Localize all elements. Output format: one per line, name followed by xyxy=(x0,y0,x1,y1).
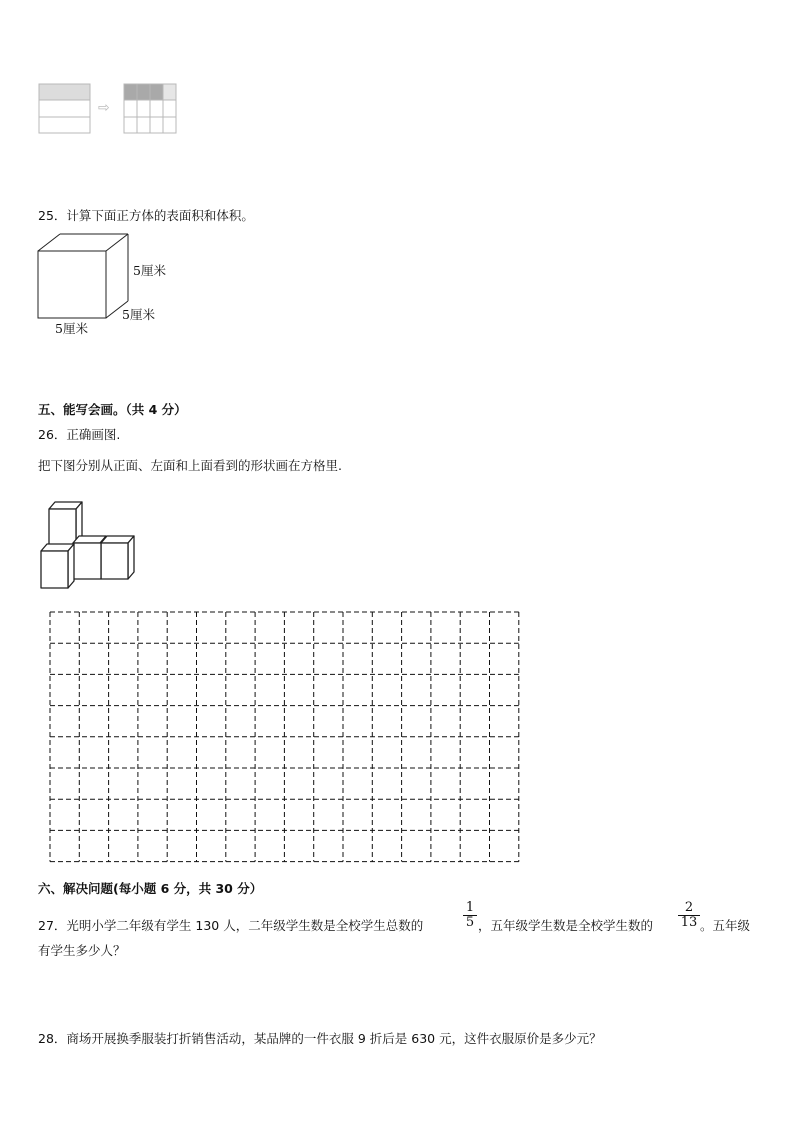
question-26-line1: 26．正确画图. xyxy=(38,427,121,442)
cube-depth-label: 5厘米 xyxy=(122,307,155,322)
fraction-two-thirteenths xyxy=(678,901,700,930)
question-27-part2: ，五年级学生数是全校学生数的 xyxy=(478,918,654,933)
cube-height-label: 5厘米 xyxy=(133,263,166,278)
question-27-line2: 有学生多少人？ xyxy=(38,943,126,958)
fraction-1-denominator: 5 xyxy=(465,915,475,930)
fraction-2-numerator: 2 xyxy=(678,901,700,916)
section-6-title: 六、解决问题(每小题 6 分，共 30 分） xyxy=(38,881,263,896)
fraction-2-denominator: 13 xyxy=(680,915,698,930)
fraction-1-numerator: 1 xyxy=(463,901,477,916)
question-26-line2: 把下图分别从正面、左面和上面看到的形状画在方格里. xyxy=(38,458,342,473)
question-28-text: 28．商场开展换季服装打折销售活动，某品牌的一件衣服 9 折后是 630 元，这件衣服原价是多少元？ xyxy=(38,1031,602,1046)
question-27-part1: 27．光明小学二年级有学生 130 人，二年级学生数是全校学生总数的 xyxy=(38,918,424,933)
question-25-text: 25．计算下面正方体的表面积和体积。 xyxy=(38,208,254,223)
question-27-part3: 。五年级 xyxy=(700,918,751,933)
cube-width-label: 5厘米 xyxy=(55,321,88,336)
section-5-title: 五、能写会画。（共 4 分） xyxy=(38,402,187,417)
arrow-icon: ⇨ xyxy=(98,100,110,116)
fraction-one-fifth xyxy=(463,901,477,930)
